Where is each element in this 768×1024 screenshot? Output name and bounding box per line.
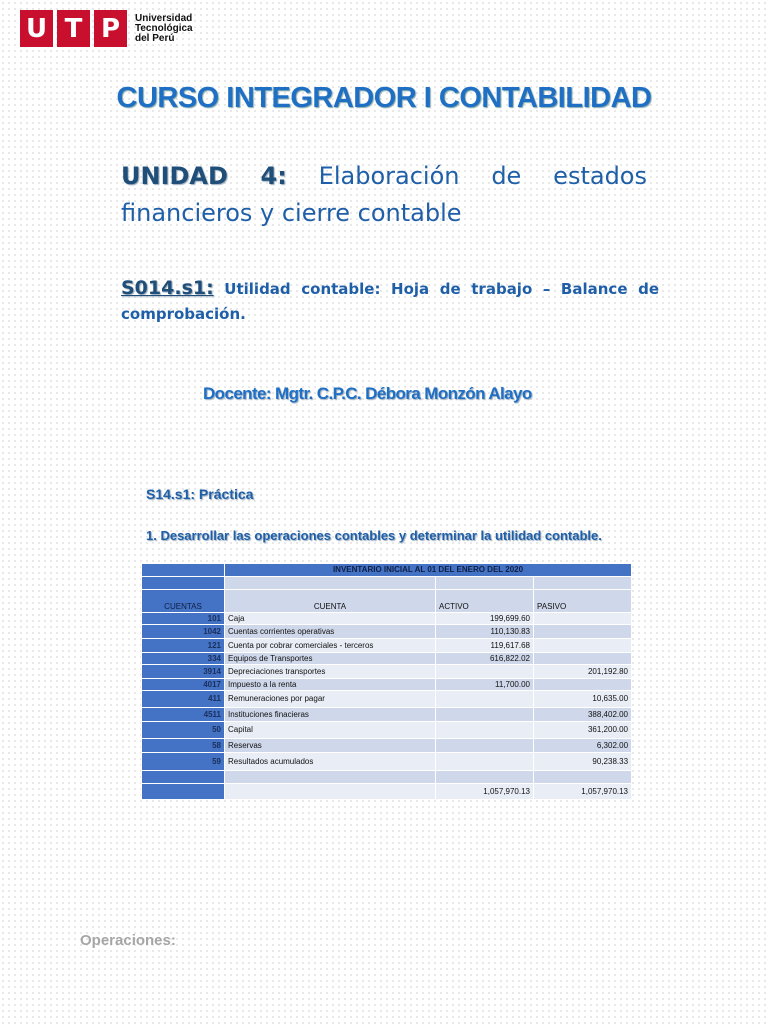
cell-activo: 110,130.83 <box>436 625 534 639</box>
cell-pasivo: 6,302.00 <box>534 739 632 753</box>
cell-code: 121 <box>142 639 225 653</box>
cell-account: Capital <box>225 722 436 739</box>
table-header-row <box>142 590 632 613</box>
cell-activo: 616,822.02 <box>436 653 534 665</box>
cell-pasivo: 361,200.00 <box>534 722 632 739</box>
table-title-row <box>142 564 632 577</box>
cell-activo <box>436 691 534 708</box>
table-title-spacer <box>142 564 225 577</box>
logo-university-name <box>135 14 193 44</box>
table-row <box>142 679 632 691</box>
cell-pasivo <box>534 653 632 665</box>
unit-label: UNIDAD 4: <box>121 162 287 190</box>
cell-account: Equipos de Transportes <box>225 653 436 665</box>
cell-pasivo: 10,635.00 <box>534 691 632 708</box>
totals-label-cell <box>225 784 436 800</box>
cell-account: Remuneraciones por pagar <box>225 691 436 708</box>
header-cuentas: CUENTAS <box>142 590 225 613</box>
cell-activo <box>436 753 534 771</box>
table-row <box>142 613 632 625</box>
blank-cell <box>225 771 436 784</box>
blank-cell <box>225 577 436 590</box>
logo-line-2: Tecnológica <box>135 22 193 34</box>
cell-activo <box>436 722 534 739</box>
cell-code: 58 <box>142 739 225 753</box>
table-row <box>142 639 632 653</box>
cell-pasivo <box>534 679 632 691</box>
cell-code: 50 <box>142 722 225 739</box>
logo-letter-t: T <box>57 10 90 47</box>
table-row <box>142 625 632 639</box>
session-code: S014.s1: <box>121 277 214 299</box>
cell-account: Reservas <box>225 739 436 753</box>
table-row <box>142 739 632 753</box>
cell-pasivo: 201,192.80 <box>534 665 632 679</box>
table-row <box>142 665 632 679</box>
blank-cell <box>436 577 534 590</box>
cell-code: 1042 <box>142 625 225 639</box>
table-row <box>142 722 632 739</box>
table-title: INVENTARIO INICIAL AL 01 DEL ENERO DEL 2020 <box>225 564 632 577</box>
cell-activo: 11,700.00 <box>436 679 534 691</box>
cell-activo <box>436 739 534 753</box>
cell-code: 4017 <box>142 679 225 691</box>
cell-account: Depreciaciones transportes <box>225 665 436 679</box>
table-row <box>142 653 632 665</box>
table-totals-row <box>142 784 632 800</box>
table-blank-row <box>142 577 632 590</box>
cell-activo: 199,699.60 <box>436 613 534 625</box>
cell-code: 3914 <box>142 665 225 679</box>
header-pasivo: PASIVO <box>534 590 632 613</box>
cell-account: Caja <box>225 613 436 625</box>
table-row <box>142 753 632 771</box>
total-pasivo: 1,057,970.13 <box>534 784 632 800</box>
practice-instruction: 1. Desarrollar las operaciones contables y determinar la utilidad contable. <box>146 528 602 543</box>
logo-letter-p: P <box>94 10 127 47</box>
cell-account: Cuentas corrientes operativas <box>225 625 436 639</box>
logo-letter-u: U <box>20 10 53 47</box>
cell-account: Instituciones finacieras <box>225 708 436 722</box>
table-row <box>142 708 632 722</box>
blank-cell <box>436 771 534 784</box>
cell-account: Impuesto a la renta <box>225 679 436 691</box>
session-text: Utilidad contable: Hoja de trabajo – Balance de comprobación. <box>121 280 659 323</box>
header-cuenta: CUENTA <box>225 590 436 613</box>
utp-logo <box>20 10 193 47</box>
session-heading <box>121 276 659 327</box>
cell-code: 334 <box>142 653 225 665</box>
cell-activo: 119,617.68 <box>436 639 534 653</box>
cell-pasivo: 388,402.00 <box>534 708 632 722</box>
totals-code-cell <box>142 784 225 800</box>
unit-heading <box>121 158 647 232</box>
cell-pasivo <box>534 639 632 653</box>
blank-code-cell <box>142 577 225 590</box>
logo-line-1: Universidad <box>135 12 193 24</box>
cell-pasivo <box>534 625 632 639</box>
unit-text: Elaboración de estados financieros y cierre contable <box>121 162 647 227</box>
logo-line-3: del Perú <box>135 32 175 44</box>
cell-code: 59 <box>142 753 225 771</box>
cell-pasivo <box>534 613 632 625</box>
operaciones-label: Operaciones: <box>80 932 176 949</box>
cell-activo <box>436 665 534 679</box>
cell-pasivo: 90,238.33 <box>534 753 632 771</box>
cell-activo <box>436 708 534 722</box>
cell-code: 411 <box>142 691 225 708</box>
cell-account: Cuenta por cobrar comerciales - terceros <box>225 639 436 653</box>
table-blank-row <box>142 771 632 784</box>
course-title: CURSO INTEGRADOR I CONTABILIDAD <box>116 82 652 114</box>
blank-cell <box>534 771 632 784</box>
blank-cell <box>534 577 632 590</box>
docente-name: Docente: Mgtr. C.P.C. Débora Monzón Alayo <box>203 384 532 403</box>
cell-code: 101 <box>142 613 225 625</box>
header-activo: ACTIVO <box>436 590 534 613</box>
table-row <box>142 691 632 708</box>
total-activo: 1,057,970.13 <box>436 784 534 800</box>
cell-account: Resultados acumulados <box>225 753 436 771</box>
cell-code: 4511 <box>142 708 225 722</box>
inventory-table <box>141 563 632 800</box>
blank-cell <box>142 771 225 784</box>
practice-heading: S14.s1: Práctica <box>146 486 254 502</box>
